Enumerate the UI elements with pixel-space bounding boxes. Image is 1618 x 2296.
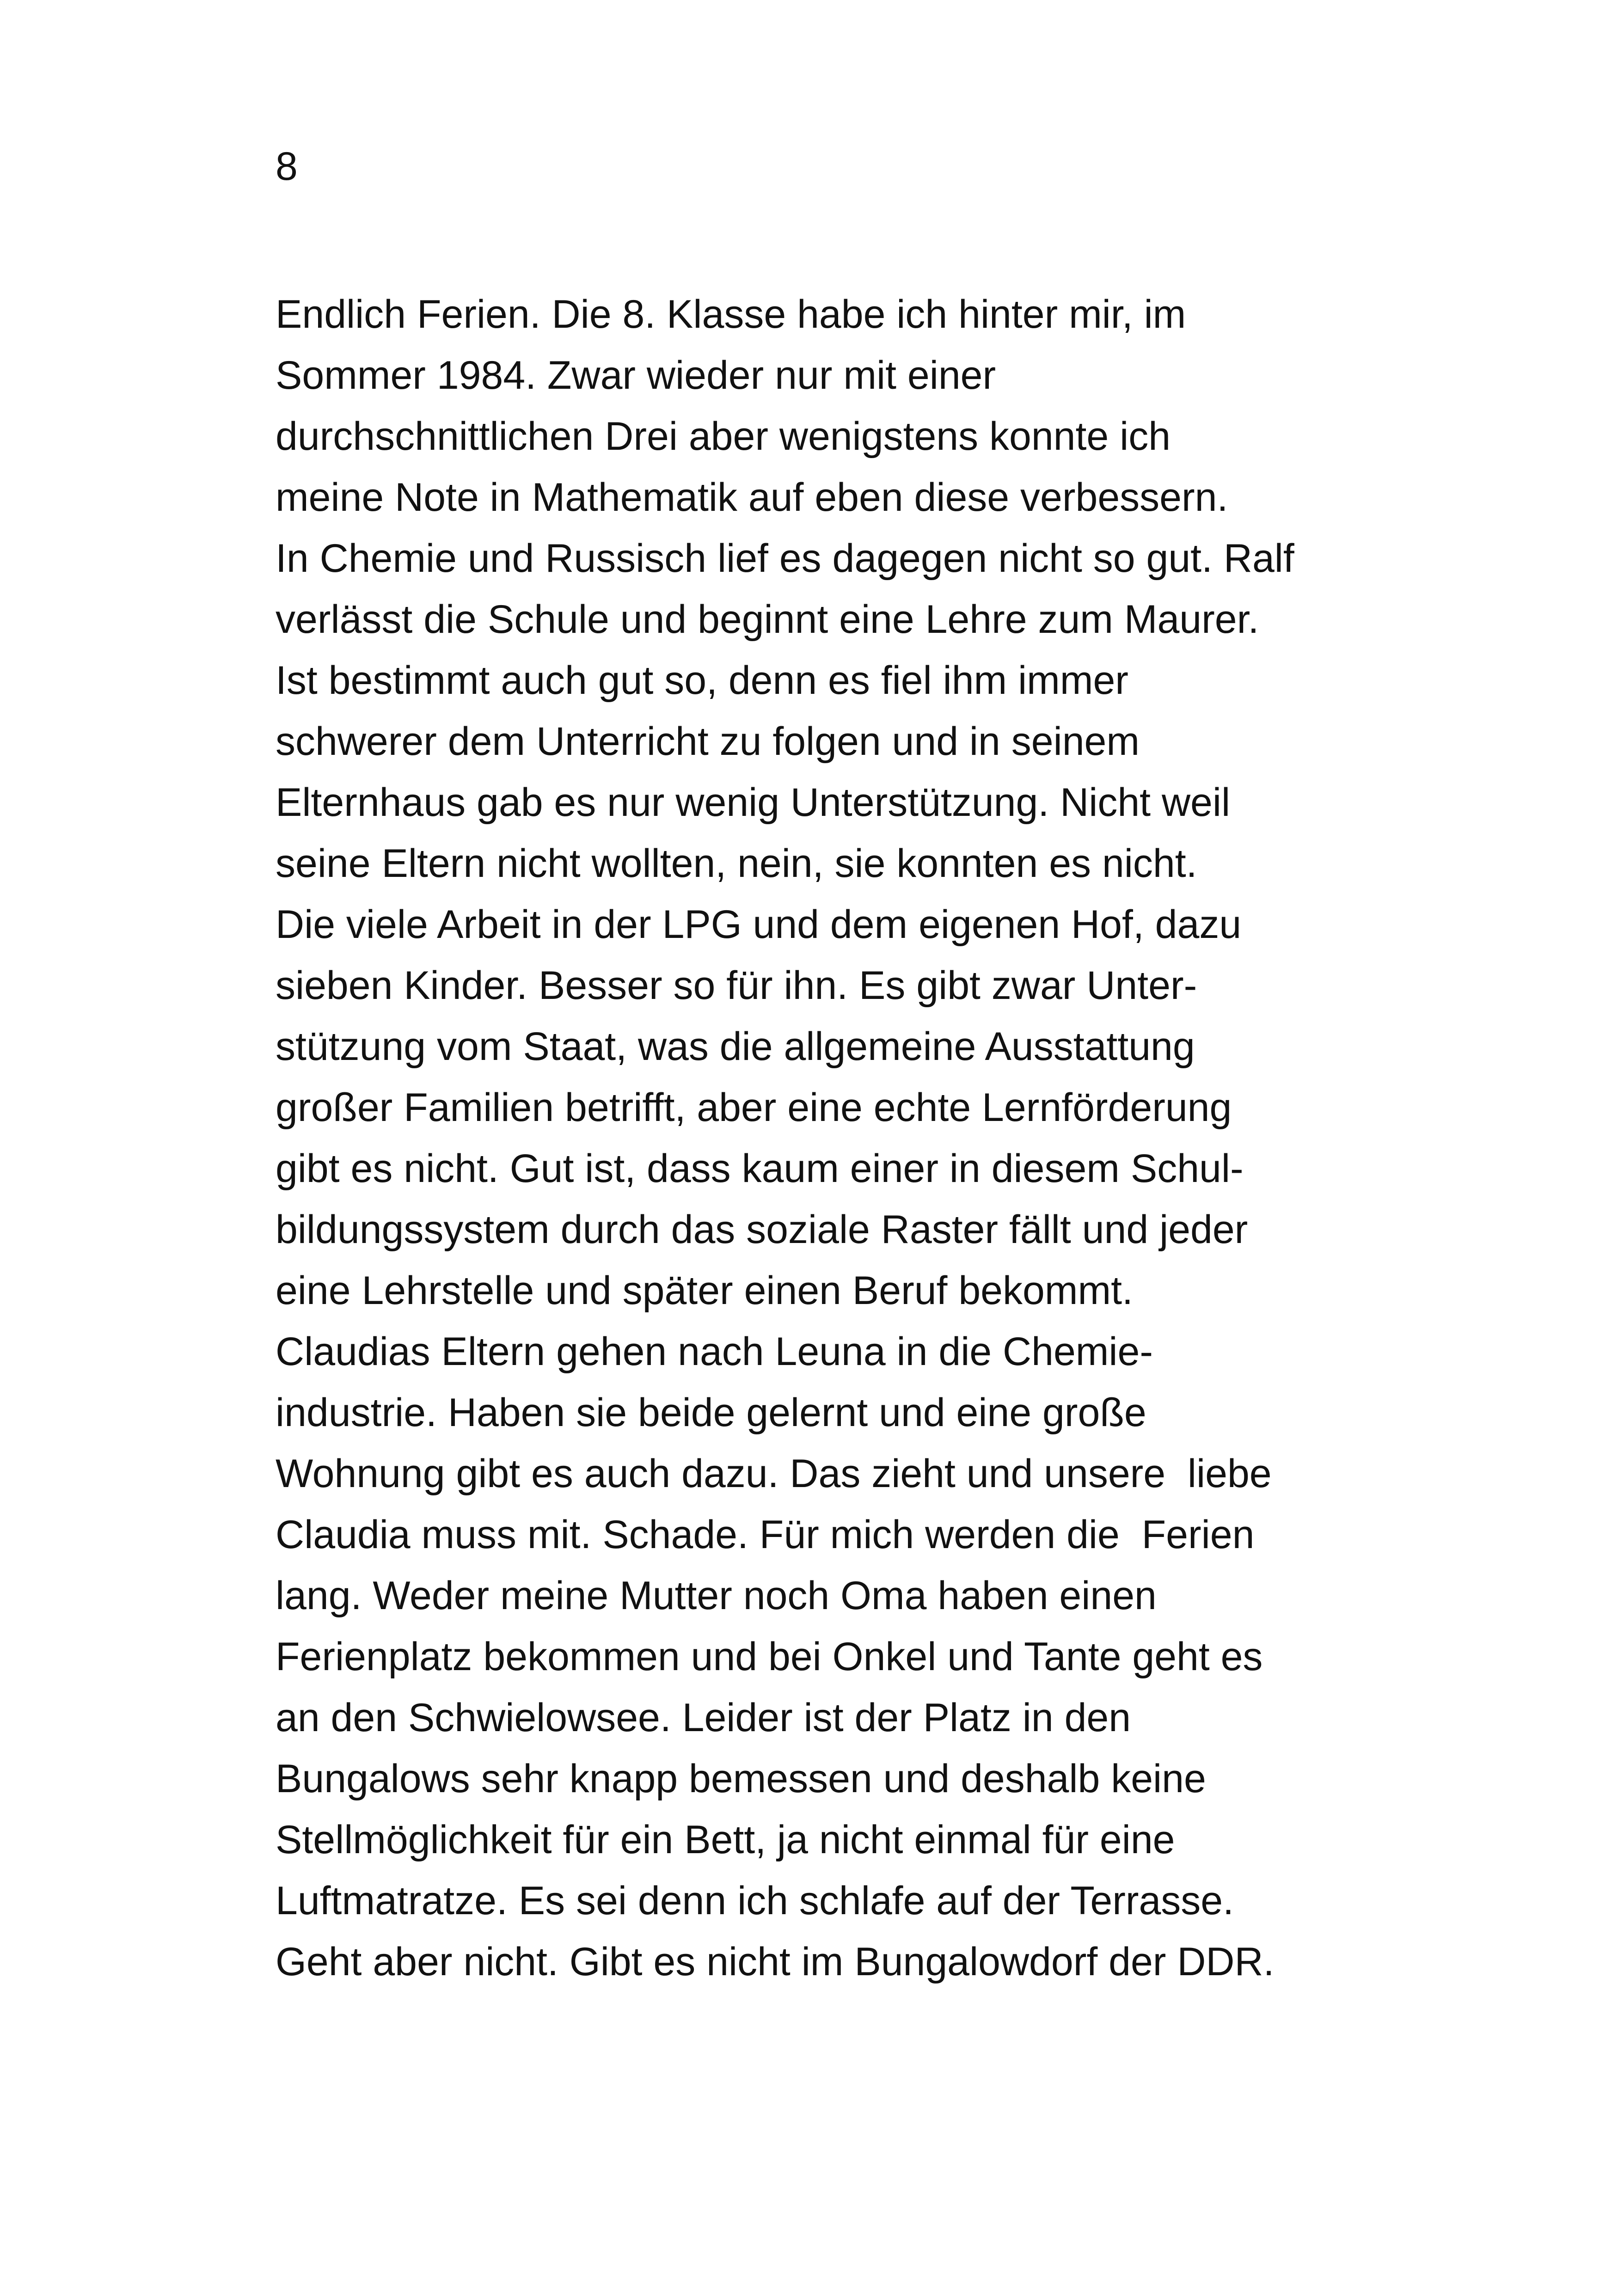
text-line: industrie. Haben sie beide gelernt und eine große (276, 1390, 1146, 1435)
text-line: Wohnung gibt es auch dazu. Das zieht und unsere liebe (276, 1451, 1272, 1496)
text-line: bildungssystem durch das soziale Raster fällt und jeder (276, 1207, 1248, 1252)
text-line: schwerer dem Unterricht zu folgen und in seinem (276, 719, 1140, 764)
text-line: großer Familien betrifft, aber eine echte Lernförderung (276, 1085, 1232, 1130)
text-line: Bungalows sehr knapp bemessen und deshalb keine (276, 1757, 1206, 1801)
page-number: 8 (276, 144, 298, 189)
text-line: Luftmatratze. Es sei denn ich schlafe auf der Terrasse. (276, 1879, 1234, 1923)
text-line: Endlich Ferien. Die 8. Klasse habe ich hinter mir, im (276, 292, 1186, 337)
text-line: stützung vom Staat, was die allgemeine Ausstattung (276, 1024, 1195, 1069)
text-line: lang. Weder meine Mutter noch Oma haben einen (276, 1574, 1157, 1618)
text-line: Stellmöglichkeit für ein Bett, ja nicht einmal für eine (276, 1818, 1175, 1862)
text-line: Die viele Arbeit in der LPG und dem eigenen Hof, dazu (276, 902, 1242, 947)
text-line: verlässt die Schule und beginnt eine Lehre zum Maurer. (276, 597, 1259, 642)
text-line: sieben Kinder. Besser so für ihn. Es gibt zwar Unter- (276, 963, 1197, 1008)
text-line: Ferienplatz bekommen und bei Onkel und Tante geht es (276, 1635, 1263, 1679)
text-line: Claudia muss mit. Schade. Für mich werden die Ferien (276, 1512, 1255, 1557)
text-line: eine Lehrstelle und später einen Beruf bekommt. (276, 1268, 1133, 1313)
body-text (276, 284, 1598, 1992)
text-line: Elternhaus gab es nur wenig Unterstützung. Nicht weil (276, 780, 1231, 825)
text-line: Claudias Eltern gehen nach Leuna in die Chemie- (276, 1329, 1153, 1374)
text-line: In Chemie und Russisch lief es dagegen nicht so gut. Ralf (276, 536, 1294, 581)
text-line: durchschnittlichen Drei aber wenigstens konnte ich (276, 414, 1171, 459)
text-line: Sommer 1984. Zwar wieder nur mit einer (276, 353, 996, 398)
text-line: Ist bestimmt auch gut so, denn es fiel ihm immer (276, 658, 1128, 703)
text-line: Geht aber nicht. Gibt es nicht im Bungalowdorf der DDR. (276, 1940, 1275, 1984)
text-line: an den Schwielowsee. Leider ist der Platz in den (276, 1696, 1131, 1740)
text-line: meine Note in Mathematik auf eben diese verbessern. (276, 475, 1228, 520)
text-line: gibt es nicht. Gut ist, dass kaum einer in diesem Schul- (276, 1146, 1244, 1191)
text-line: seine Eltern nicht wollten, nein, sie konnten es nicht. (276, 841, 1197, 886)
